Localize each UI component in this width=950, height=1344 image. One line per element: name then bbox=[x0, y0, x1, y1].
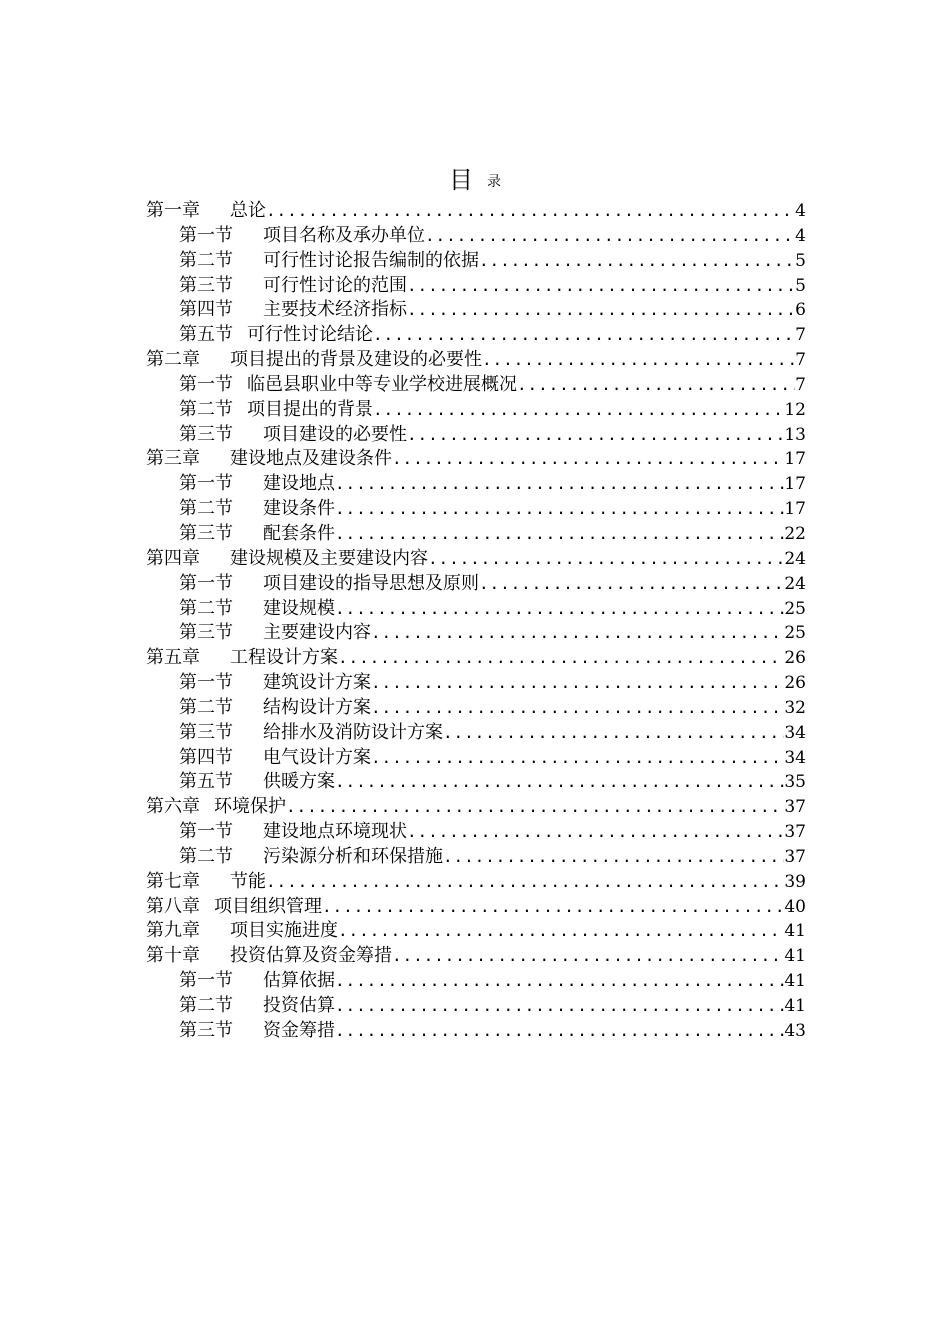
toc-entry-title: 临邑县职业中等专业学校进展概况 bbox=[247, 373, 517, 395]
toc-section-entry[interactable] bbox=[146, 224, 806, 249]
toc-dot-leader bbox=[428, 547, 784, 572]
toc-section-entry[interactable] bbox=[146, 1019, 806, 1044]
toc-entry-title: 建筑设计方案 bbox=[263, 672, 371, 694]
toc-entry-label bbox=[179, 298, 407, 323]
toc-entry-title: 主要技术经济指标 bbox=[263, 299, 407, 321]
toc-entry-label bbox=[146, 547, 428, 572]
toc-chapter-entry[interactable] bbox=[146, 919, 806, 944]
toc-entry-label bbox=[146, 919, 338, 944]
toc-entry-number: 第二节 bbox=[179, 995, 233, 1016]
toc-entry-title: 环境保护 bbox=[214, 796, 286, 818]
toc-dot-leader bbox=[425, 224, 795, 249]
toc-entry-title: 建设条件 bbox=[263, 498, 335, 520]
toc-entry-label bbox=[179, 323, 373, 348]
toc-heading bbox=[0, 160, 950, 195]
toc-entry-label bbox=[179, 472, 335, 497]
toc-entry-label bbox=[179, 224, 425, 249]
toc-dot-leader bbox=[335, 597, 784, 622]
toc-dot-leader bbox=[482, 348, 795, 373]
toc-page-number: 4 bbox=[795, 201, 806, 221]
toc-page-number: 7 bbox=[795, 350, 806, 371]
toc-page-number: 24 bbox=[784, 548, 806, 569]
toc-entry-label bbox=[179, 969, 335, 994]
toc-entry-number: 第二章 bbox=[146, 349, 200, 371]
toc-section-entry[interactable] bbox=[146, 274, 806, 299]
toc-entry-label bbox=[179, 671, 371, 696]
toc-page-number: 35 bbox=[784, 772, 806, 793]
toc-entry-number: 第四节 bbox=[179, 299, 233, 321]
toc-entry-number: 第二节 bbox=[179, 696, 233, 718]
toc-entry-number: 第三节 bbox=[179, 1019, 233, 1041]
toc-entry-number: 第五节 bbox=[179, 324, 233, 346]
toc-dot-leader bbox=[371, 621, 784, 646]
toc-entry-label bbox=[146, 870, 266, 895]
toc-entry-number: 第二节 bbox=[179, 498, 233, 520]
toc-page-number: 25 bbox=[784, 623, 806, 644]
toc-section-entry[interactable] bbox=[146, 845, 806, 870]
toc-page-number: 25 bbox=[784, 598, 806, 619]
toc-section-entry[interactable] bbox=[146, 770, 806, 795]
toc-chapter-entry[interactable] bbox=[146, 447, 806, 472]
toc-entry-number: 第二节 bbox=[179, 398, 233, 420]
toc-entry-label bbox=[146, 795, 286, 820]
toc-dot-leader bbox=[335, 1019, 784, 1044]
toc-entry-title: 可行性讨论结论 bbox=[247, 324, 373, 346]
toc-entry-title: 总论 bbox=[230, 200, 266, 221]
toc-page-number: 41 bbox=[784, 996, 806, 1016]
toc-section-entry[interactable] bbox=[146, 522, 806, 547]
toc-chapter-entry[interactable] bbox=[146, 199, 806, 224]
toc-page-number: 40 bbox=[784, 896, 806, 917]
toc-entry-number: 第四节 bbox=[179, 746, 233, 768]
toc-page-number: 13 bbox=[784, 424, 806, 445]
toc-section-entry[interactable] bbox=[146, 721, 806, 746]
toc-entry-number: 第二节 bbox=[179, 845, 233, 867]
toc-entry-title: 结构设计方案 bbox=[263, 696, 371, 718]
toc-entry-number: 第二节 bbox=[179, 249, 233, 271]
toc-entry-label bbox=[179, 423, 407, 448]
toc-dot-leader bbox=[392, 447, 784, 472]
toc-dot-leader bbox=[371, 696, 784, 721]
toc-entry-number: 第五章 bbox=[146, 647, 200, 669]
toc-entry-label bbox=[179, 373, 517, 398]
toc-entry-label bbox=[146, 447, 392, 472]
toc-entry-label bbox=[179, 820, 407, 845]
toc-dot-leader bbox=[443, 721, 784, 746]
toc-dot-leader bbox=[407, 298, 795, 323]
toc-chapter-entry[interactable] bbox=[146, 895, 806, 920]
toc-entry-number: 第一节 bbox=[179, 373, 233, 395]
toc-dot-leader bbox=[266, 870, 784, 895]
toc-entry-title: 建设地点及建设条件 bbox=[230, 448, 392, 470]
toc-page-number: 41 bbox=[784, 946, 806, 967]
toc-entry-label bbox=[179, 597, 335, 622]
toc-entry-number: 第七章 bbox=[146, 870, 200, 892]
toc-section-entry[interactable] bbox=[146, 671, 806, 696]
toc-entry-label bbox=[179, 1019, 335, 1044]
toc-dot-leader bbox=[335, 472, 784, 497]
toc-section-entry[interactable] bbox=[146, 696, 806, 721]
toc-dot-leader bbox=[335, 969, 784, 994]
toc-page-number: 34 bbox=[784, 722, 806, 743]
toc-heading-sub: 录 bbox=[487, 174, 501, 190]
toc-page-number: 7 bbox=[795, 325, 806, 346]
toc-page-number: 37 bbox=[784, 822, 806, 843]
toc-entry-title: 可行性讨论报告编制的依据 bbox=[263, 249, 479, 271]
toc-entry-label bbox=[146, 895, 322, 920]
toc-entry-number: 第九章 bbox=[146, 920, 200, 942]
toc-chapter-entry[interactable] bbox=[146, 944, 806, 969]
toc-page-number: 17 bbox=[784, 449, 806, 470]
toc-dot-leader bbox=[479, 572, 784, 597]
toc-page-number: 39 bbox=[784, 871, 806, 892]
toc-section-entry[interactable] bbox=[146, 497, 806, 522]
toc-dot-leader bbox=[335, 770, 784, 795]
toc-section-entry[interactable] bbox=[146, 572, 806, 597]
toc-dot-leader bbox=[286, 795, 784, 820]
toc-entry-label bbox=[146, 944, 392, 969]
toc-entry-title: 项目组织管理 bbox=[214, 895, 322, 917]
toc-entry-number: 第一节 bbox=[179, 224, 233, 246]
toc-entry-title: 主要建设内容 bbox=[263, 622, 371, 644]
toc-dot-leader bbox=[335, 522, 784, 547]
toc-entry-title: 节能 bbox=[230, 870, 266, 892]
toc-entry-number: 第二节 bbox=[179, 597, 233, 619]
toc-entry-title: 项目建设的必要性 bbox=[263, 423, 407, 445]
toc-entry-number: 第一节 bbox=[179, 473, 233, 495]
toc-entry-number: 第三节 bbox=[179, 622, 233, 644]
toc-entry-title: 项目名称及承办单位 bbox=[263, 224, 425, 246]
toc-section-entry[interactable] bbox=[146, 298, 806, 323]
toc-entry-title: 投资估算 bbox=[263, 995, 335, 1016]
toc-entry-title: 资金筹措 bbox=[263, 1019, 335, 1041]
toc-section-entry[interactable] bbox=[146, 323, 806, 348]
toc-page-number: 37 bbox=[784, 797, 806, 818]
toc-page-number: 6 bbox=[795, 300, 806, 321]
toc-entry-number: 第三节 bbox=[179, 423, 233, 445]
toc-section-entry[interactable] bbox=[146, 994, 806, 1019]
toc-entry-label bbox=[179, 994, 335, 1019]
toc-page-number: 26 bbox=[784, 648, 806, 669]
toc-page-number: 17 bbox=[784, 474, 806, 495]
toc-entry-title: 配套条件 bbox=[263, 522, 335, 544]
toc-entry-number: 第一节 bbox=[179, 821, 233, 843]
toc-page-number: 5 bbox=[795, 250, 806, 271]
toc-page-number: 4 bbox=[795, 225, 806, 246]
toc-entry-title: 建设地点 bbox=[263, 473, 335, 495]
toc-entry-title: 污染源分析和环保措施 bbox=[263, 845, 443, 867]
toc-dot-leader bbox=[338, 919, 784, 944]
toc-entry-number: 第三节 bbox=[179, 721, 233, 743]
toc-section-entry[interactable] bbox=[146, 423, 806, 448]
toc-entry-number: 第一章 bbox=[146, 200, 200, 221]
toc-entry-title: 项目提出的背景 bbox=[247, 398, 373, 420]
toc-section-entry[interactable] bbox=[146, 373, 806, 398]
toc-entry-number: 第一节 bbox=[179, 672, 233, 694]
toc-entry-number: 第四章 bbox=[146, 547, 200, 569]
toc-entry-title: 工程设计方案 bbox=[230, 647, 338, 669]
toc-chapter-entry[interactable] bbox=[146, 795, 806, 820]
toc-page-number: 24 bbox=[784, 573, 806, 594]
toc-entry-title: 电气设计方案 bbox=[263, 746, 371, 768]
toc-page-number: 41 bbox=[784, 921, 806, 942]
toc-entry-number: 第一节 bbox=[179, 572, 233, 594]
toc-chapter-entry[interactable] bbox=[146, 547, 806, 572]
toc-entry-title: 估算依据 bbox=[263, 970, 335, 992]
toc-entry-title: 项目实施进度 bbox=[230, 920, 338, 942]
toc-entry-label bbox=[146, 646, 338, 671]
toc-page-number: 41 bbox=[784, 971, 806, 992]
toc-page-number: 7 bbox=[795, 374, 806, 395]
toc-dot-leader bbox=[338, 646, 784, 671]
toc-dot-leader bbox=[373, 398, 784, 423]
toc-entry-title: 建设地点环境现状 bbox=[263, 821, 407, 843]
toc-dot-leader bbox=[335, 497, 784, 522]
toc-section-entry[interactable] bbox=[146, 746, 806, 771]
toc-entry-label bbox=[179, 398, 373, 423]
toc-entry-label bbox=[179, 522, 335, 547]
toc-dot-leader bbox=[373, 323, 795, 348]
toc-chapter-entry[interactable] bbox=[146, 646, 806, 671]
toc-dot-leader bbox=[266, 199, 795, 224]
toc-entry-number: 第三节 bbox=[179, 522, 233, 544]
toc-entry-label bbox=[179, 746, 371, 771]
toc-entry-title: 可行性讨论的范围 bbox=[263, 274, 407, 296]
toc-section-entry[interactable] bbox=[146, 472, 806, 497]
toc-entry-title: 项目建设的指导思想及原则 bbox=[263, 572, 479, 594]
toc-entry-number: 第三节 bbox=[179, 274, 233, 296]
toc-page-number: 43 bbox=[784, 1020, 806, 1041]
toc-entry-number: 第一节 bbox=[179, 970, 233, 992]
toc-entry-number: 第六章 bbox=[146, 796, 200, 818]
toc-entry-title: 建设规模 bbox=[263, 597, 335, 619]
toc-entry-label bbox=[179, 249, 479, 274]
toc-page-number: 17 bbox=[784, 499, 806, 520]
toc-heading-main: 目 bbox=[449, 166, 473, 194]
toc-dot-leader bbox=[322, 895, 784, 920]
toc-entry-label bbox=[146, 348, 482, 373]
toc-dot-leader bbox=[479, 249, 795, 274]
toc-entry-label bbox=[179, 497, 335, 522]
toc-entry-label bbox=[179, 721, 443, 746]
toc-dot-leader bbox=[517, 373, 795, 398]
toc-page-number: 22 bbox=[784, 523, 806, 544]
toc-dot-leader bbox=[392, 944, 784, 969]
toc-entry-number: 第三章 bbox=[146, 448, 200, 470]
toc-section-entry[interactable] bbox=[146, 820, 806, 845]
toc-dot-leader bbox=[407, 423, 784, 448]
toc-entry-label bbox=[179, 572, 479, 597]
toc-entry-label bbox=[179, 845, 443, 870]
toc-section-entry[interactable] bbox=[146, 621, 806, 646]
toc-page-number: 34 bbox=[784, 747, 806, 768]
toc-dot-leader bbox=[407, 274, 795, 299]
toc-entry-label bbox=[179, 274, 407, 299]
toc-entry-label bbox=[179, 621, 371, 646]
toc-page-number: 32 bbox=[784, 697, 806, 718]
toc-section-entry[interactable] bbox=[146, 597, 806, 622]
toc-entry-title: 供暖方案 bbox=[263, 771, 335, 793]
toc-dot-leader bbox=[335, 994, 784, 1019]
toc-entry-title: 建设规模及主要建设内容 bbox=[230, 547, 428, 569]
toc-page-number: 26 bbox=[784, 673, 806, 694]
toc-page-number: 12 bbox=[784, 399, 806, 420]
toc-section-entry[interactable] bbox=[146, 969, 806, 994]
toc-entry-number: 第五节 bbox=[179, 771, 233, 793]
toc-dot-leader bbox=[407, 820, 784, 845]
toc-section-entry[interactable] bbox=[146, 398, 806, 423]
toc-entry-label bbox=[179, 696, 371, 721]
toc-page-number: 5 bbox=[795, 275, 806, 296]
toc-entry-title: 项目提出的背景及建设的必要性 bbox=[230, 349, 482, 371]
table-of-contents bbox=[146, 199, 806, 1044]
toc-chapter-entry[interactable] bbox=[146, 348, 806, 373]
toc-entry-title: 给排水及消防设计方案 bbox=[263, 721, 443, 743]
toc-entry-number: 第十章 bbox=[146, 945, 200, 967]
toc-dot-leader bbox=[371, 671, 784, 696]
toc-entry-label bbox=[146, 199, 266, 224]
toc-dot-leader bbox=[443, 845, 784, 870]
toc-section-entry[interactable] bbox=[146, 249, 806, 274]
toc-entry-number: 第八章 bbox=[146, 895, 200, 917]
toc-page-number: 37 bbox=[784, 846, 806, 867]
toc-chapter-entry[interactable] bbox=[146, 870, 806, 895]
toc-dot-leader bbox=[371, 746, 784, 771]
toc-entry-label bbox=[179, 770, 335, 795]
toc-entry-title: 投资估算及资金筹措 bbox=[230, 945, 392, 967]
